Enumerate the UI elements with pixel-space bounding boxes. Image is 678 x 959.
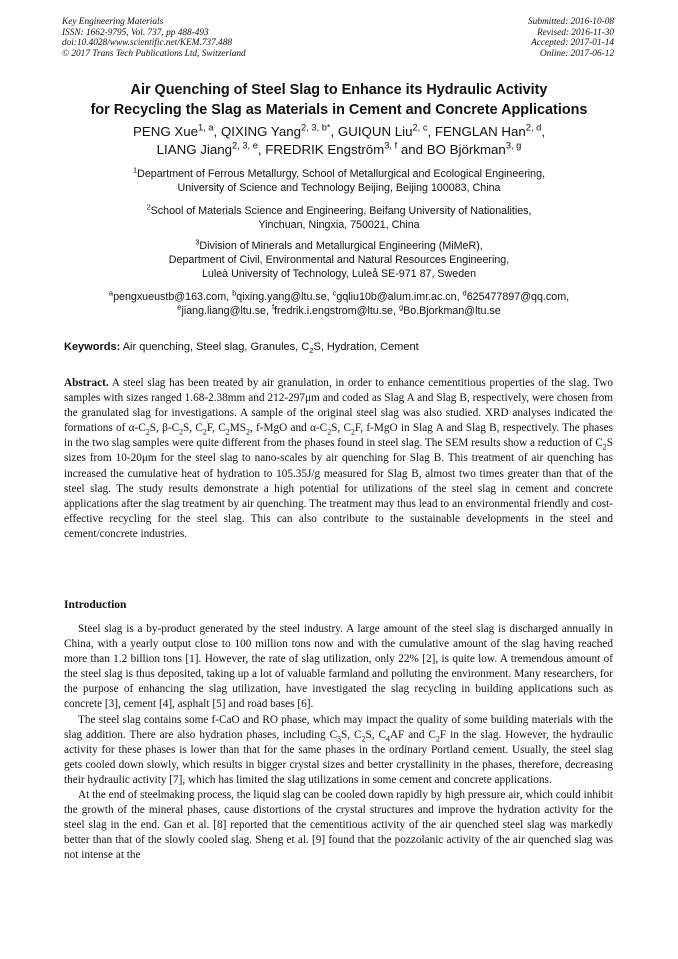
affiliation-2-line-1 [60,204,618,218]
keyword-subscript: 2 [309,346,314,356]
author-affil: 3, f [384,140,398,151]
abstract-text: F, f-MgO in Slag A and Slag B, respectively. The phases in the two slag samples were quite different from the phases found in steel slag. The SEM results show a reduction of C [64,422,613,450]
email-marker: d [462,288,467,298]
abstract-text: MS [229,422,246,435]
affiliation-text: School of Materials Science and Engineering, Beifang University of Nationalities, [150,205,532,217]
email-line-1 [60,290,618,304]
author-line-1 [60,123,618,141]
subscript: 2 [202,427,207,437]
affiliation-1-line-1 [60,167,618,181]
abstract [64,376,613,542]
abstract-text: , f-MgO and α-C [249,422,328,435]
subscript: 2 [179,427,184,437]
section-heading-introduction: Introduction [64,599,127,611]
affiliation-number: 2 [146,202,151,212]
journal-copyright: © 2017 Trans Tech Publications Ltd, Switzerland [62,48,246,59]
email-sep: , [226,291,233,303]
journal-name: Key Engineering Materials [62,17,164,27]
paragraph-text: The steel slag contains some f-CaO and RO phase, which may impact the quality of some building materials with the slag addition. There are also hydration phases, including C [64,713,613,741]
email-link[interactable]: qixing.yang@ltu.se [236,291,327,303]
email-sep: , [566,291,570,303]
journal-doi[interactable]: doi:10.4028/www.scientific.net/KEM.737.488 [62,38,232,49]
keywords-text: Air quenching, Steel slag, Granules, C [120,341,310,353]
abstract-text: S, β-C [149,422,180,435]
subscript: 2 [225,427,230,437]
email-sep: , [326,291,333,303]
affiliation-1 [60,167,618,195]
email-list [60,290,618,318]
author: LIANG Jiang [156,141,233,157]
keywords-label: Keywords: [64,341,121,353]
paragraph-text: AF and C [389,728,436,741]
email-link[interactable]: fredrik.i.engstrom@ltu.se [274,305,393,317]
subscript: 2 [602,442,607,452]
subscript: 2 [435,733,440,743]
email-link[interactable]: pengxueustb@163.com [113,291,227,303]
subscript: 4 [386,733,390,743]
affiliation-number: 1 [132,165,138,175]
affiliation-2 [60,204,618,232]
email-line-2 [60,304,618,318]
author-affil: 2, 3, e [232,140,258,151]
email-sep: , [266,305,272,317]
author-sep: , [541,124,546,139]
paper-title [60,81,618,120]
subscript: 2 [350,427,355,437]
paragraph-3: At the end of steelmaking process, the liquid slag can be cooled down rapidly by high pressure air, which could inhibit the growth of the mineral phases, cause distortions of the crystal structures and improve the hydration activity for the steel slag in the end. Gan et al. [8] reported that the cementitious activity of the air quenched steel slag was markedly better than that of the slowly cooled slag. Sheng et al. [9] found that the pozzolanic activity of the air quenched slag was not intense at the [64,789,613,862]
email-sep: , [456,291,463,303]
revised-date: Revised: 2016-11-30 [536,27,614,38]
email-link[interactable]: 625477897@qq.com [466,291,567,303]
author-sep: , [257,141,266,157]
journal-issn: ISSN: 1662-9795, Vol. 737, pp 488-493 [62,27,209,38]
affiliation-2-line-2: Yinchuan, Ningxia, 750021, China [258,219,420,231]
introduction-body [64,622,613,864]
abstract-text: S sizes from 10-20μm for the steel slag to nano-scales by air quenching for Slag B. This treatment of air quenching has increased the cumulative heat of hydration to 105.35J/g measured for Slag B, almost two times greater than that of the steel slag. The study results demonstrate a high potential for utilizations of the steel slag in cement and concrete applications after the slag treatment by air quenching. The treatment may thus lead to an environmental friendly and cost-effective recycling for the steel slag. This can also contribute to the sustainable developments in the steel and cement/concrete industries. [64,437,613,540]
email-marker: a [108,288,114,298]
submitted-date: Submitted: 2016-10-08 [528,17,614,27]
subscript: 2 [145,427,150,437]
keywords [64,340,616,354]
email-marker: b [232,288,237,298]
dates-header [528,17,614,59]
paragraph-text: S, C [365,728,386,741]
affiliation-1-line-2: University of Science and Technology Beijing, Beijing 100083, China [177,182,501,194]
subscript: 2 [361,733,366,743]
affiliation-3-line-1 [60,239,618,253]
author: BO Björkman [426,141,506,157]
author-sep: , [330,124,338,139]
email-marker: e [177,302,182,312]
affiliation-3-line-2: Department of Civil, Environmental and Natural Resources Engineering, [168,254,510,266]
title-line-2: for Recycling the Slag as Materials in Cement and Concrete Applications [90,101,588,118]
email-marker: g [398,302,404,312]
abstract-text: F, C [206,422,226,435]
author: FREDRIK Engström [265,141,385,157]
affiliation-3 [60,239,618,281]
online-date: Online: 2017-06-12 [539,48,614,59]
abstract-label: Abstract. [64,377,109,389]
author: FENGLAN Han [434,124,526,139]
title-line-1: Air Quenching of Steel Slag to Enhance its Hydraulic Activity [130,82,548,98]
author-line-2 [60,141,618,159]
email-marker: f [271,302,275,312]
author: QIXING Yang [220,124,302,139]
accepted-date: Accepted: 2017-01-14 [531,38,614,49]
author-affil: 3, g [505,140,522,151]
subscript: 2 [327,427,332,437]
author: GUIQUN Liu [337,124,413,139]
paragraph-1: Steel slag is a by-product generated by the steel industry. A large amount of the steel slag is discharged annually in China, with a yearly output close to 100 million tons now and with the cumulative amount of the slag having reached more than 1.2 billion tons [1]. However, the rate of slag utilization, only 22% [2], is quite low. A tremendous amount of the steel slag is thus deposited, taking up a lot of valuable farmland and polluting the environment. Many researchers, for the purpose of enhancing the slag utilization, have investigated the slag recycling in building applications such as concrete [3], cement [4], asphalt [5] and road bases [6]. [64,623,613,711]
author-sep: and [397,141,427,157]
email-sep: , [393,305,399,317]
subscript: 2 [245,427,250,437]
author-list [60,123,618,158]
author-sep: , [427,124,435,139]
abstract-text: S, C [331,422,351,435]
author: PENG Xue [132,124,199,139]
abstract-text: S, C [183,422,203,435]
keywords-text-end: S, Hydration, Cement [313,341,419,353]
abstract-text: A steel slag has been treated by air granulation, in order to enhance cementitious properties of the slag. Two samples with sizes ranged 1.68-2.38mm and 212-297μm and coded as Slag A and Slag B, respectively, were chosen from the granulated slag for investigations. A sample of the original steel slag was also studied. XRD analyses indicated the formations of α-C [64,377,613,435]
paragraph-text: F in the slag. However, the hydraulic activity for these phases is lower than that for the same phases in the ordinary Portland cement. Usually, the steel slag gets cooled down slowly, which results in bigger crystal sizes and better crystallinity in the phases, therefore, decreasing their hydraulic activity [7], which has limited the slag utilizations in some cement and concrete applications. [64,728,613,786]
paragraph-2 [64,713,613,788]
affiliation-number: 3 [195,237,200,247]
email-marker: c [332,288,337,298]
affiliation-3-line-3: Luleà University of Technology, Luleå SE-971 87, Sweden [201,268,477,280]
author-affil: 2, d [525,122,542,133]
author-sep: , [213,124,221,139]
email-link[interactable]: gqliu10b@alum.imr.ac.cn [336,291,457,303]
affiliation-text: Division of Minerals and Metallurgical Engineering (MiMeR), [199,240,483,252]
email-link[interactable]: Bo.Bjorkman@ltu.se [403,305,501,317]
author-affil: 2, c [412,122,428,133]
email-link[interactable]: jiang.liang@ltu.se [181,305,266,317]
journal-header [62,17,246,59]
affiliation-text: Department of Ferrous Metallurgy, School of Metallurgical and Ecological Engineering, [137,168,546,180]
author-affil: 1, a [198,122,214,133]
author-affil: 2, 3, b* [301,122,331,133]
subscript: 3 [337,733,342,743]
paragraph-text: S, C [341,728,362,741]
